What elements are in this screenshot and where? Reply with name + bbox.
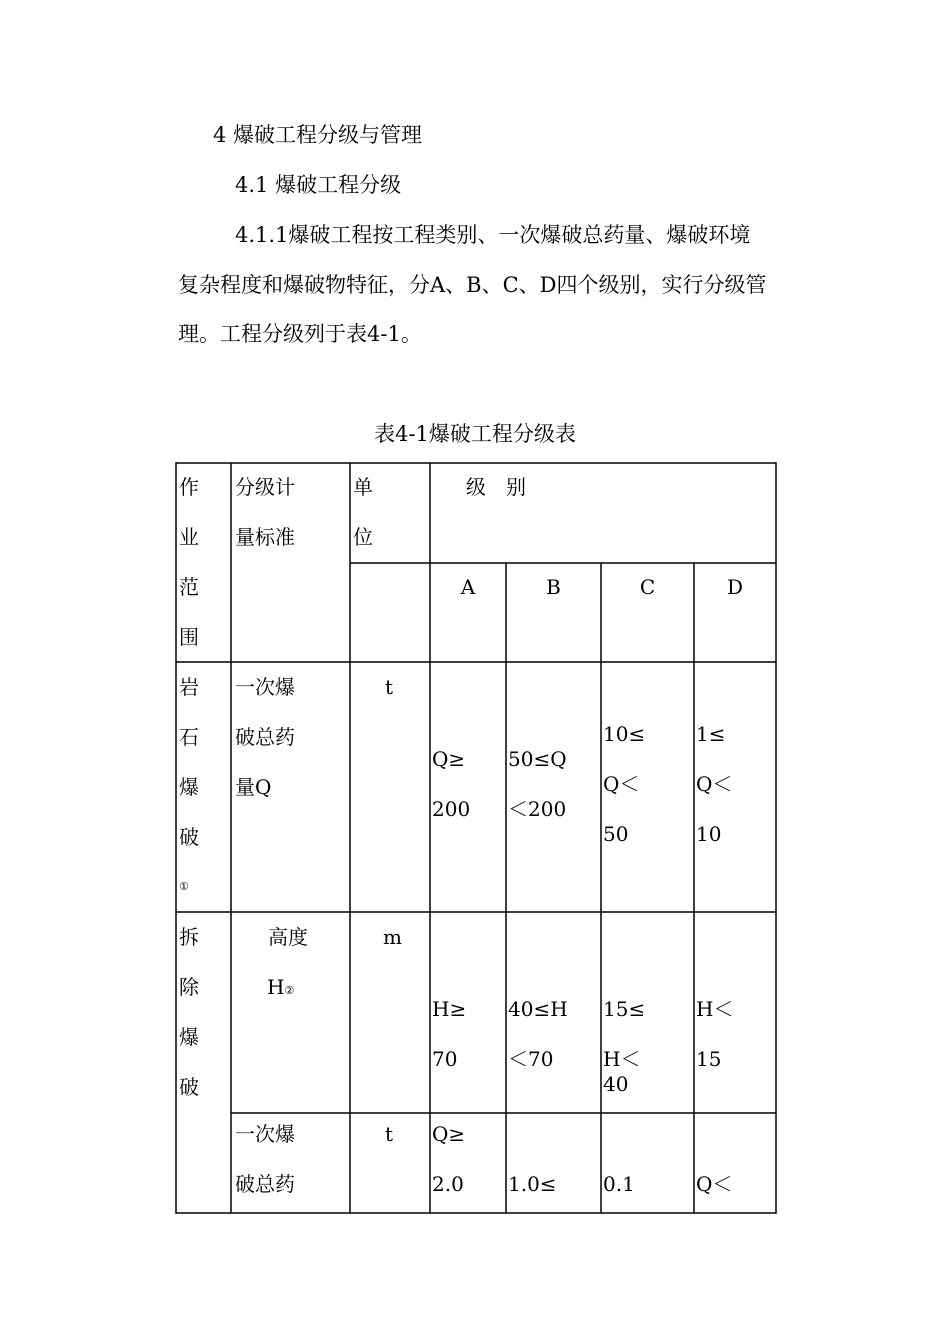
- header-unit-1: 单: [353, 475, 373, 499]
- row2-standard-h: H: [267, 975, 285, 999]
- header-scope-2: 业: [179, 525, 199, 549]
- row1-footnote-mark: ①: [179, 880, 189, 893]
- row1-standard-3: 量Q: [235, 775, 272, 799]
- row1-standard-2: 破总药: [235, 725, 295, 749]
- row1-c-3: 50: [603, 822, 629, 846]
- row1-scope-2: 石: [179, 725, 199, 749]
- row3-a-2: 2.0: [432, 1172, 464, 1196]
- row1-scope-1: 岩: [179, 675, 199, 699]
- section-heading: 4 爆破工程分级与管理: [213, 123, 423, 147]
- paragraph-line-1: 4.1.1爆破工程按工程类别、一次爆破总药量、爆破环境: [235, 223, 751, 247]
- row1-d-3: 10: [696, 822, 722, 846]
- row3-unit: t: [385, 1122, 394, 1146]
- row2-footnote-mark: ②: [284, 984, 295, 997]
- row2-d-1: H＜: [696, 997, 734, 1021]
- row2-a-1: H≥: [432, 997, 467, 1021]
- row2-scope-4: 破: [179, 1075, 199, 1099]
- row3-standard-1: 一次爆: [235, 1122, 295, 1146]
- header-level-c: C: [639, 575, 656, 599]
- row1-c-2: Q＜: [603, 772, 640, 796]
- row2-b-1: 40≤H: [508, 997, 568, 1021]
- paragraph-line-2: 复杂程度和爆破物特征，分A、B、C、D四个级别，实行分级管: [178, 273, 767, 297]
- row2-standard-1: 高度: [268, 925, 308, 949]
- row2-b-2: ＜70: [508, 1047, 554, 1071]
- row2-c-1: 15≤: [603, 997, 646, 1021]
- row1-d-1: 1≤: [696, 722, 726, 746]
- row2-d-2: 15: [696, 1047, 722, 1071]
- row3-b-1: 1.0≤: [508, 1172, 557, 1196]
- paragraph-line-3: 理。工程分级列于表4-1。: [178, 322, 422, 346]
- header-scope-4: 围: [179, 625, 199, 649]
- row2-scope-3: 爆: [179, 1025, 199, 1049]
- row3-c-1: 0.1: [603, 1172, 635, 1196]
- row1-scope-3: 爆: [179, 775, 199, 799]
- header-standard-1: 分级计: [235, 475, 295, 499]
- header-level-a: A: [460, 575, 476, 599]
- header-unit-2: 位: [353, 525, 373, 549]
- row2-standard-2: [267, 962, 294, 1016]
- row3-d-1: Q＜: [696, 1172, 733, 1196]
- header-level: 级 别: [466, 475, 526, 499]
- row1-c-1: 10≤: [603, 722, 646, 746]
- header-scope-3: 范: [179, 575, 199, 599]
- table-caption: 表4-1爆破工程分级表: [374, 422, 576, 446]
- classification-table: [175, 462, 777, 1214]
- row1-d-2: Q＜: [696, 772, 733, 796]
- row3-standard-2: 破总药: [235, 1172, 295, 1196]
- header-level-b: B: [546, 575, 561, 599]
- row2-c-2: H＜: [603, 1047, 641, 1071]
- row1-b-1: 50≤Q: [508, 747, 567, 771]
- row2-a-2: 70: [432, 1047, 458, 1071]
- row1-scope-4: 破: [179, 825, 199, 849]
- row1-a-1: Q≥: [432, 747, 466, 771]
- row2-unit: m: [383, 925, 402, 949]
- header-level-d: D: [726, 575, 744, 599]
- row1-unit: t: [385, 675, 394, 699]
- row3-a-1: Q≥: [432, 1122, 466, 1146]
- row1-a-2: 200: [432, 797, 471, 821]
- row1-standard-1: 一次爆: [235, 675, 295, 699]
- row2-scope-2: 除: [179, 975, 199, 999]
- row1-b-2: ＜200: [508, 797, 567, 821]
- header-scope-1: 作: [179, 475, 199, 499]
- subsection-heading: 4.1 爆破工程分级: [235, 173, 402, 197]
- row2-c-3: 40: [603, 1072, 629, 1096]
- header-standard-2: 量标准: [235, 525, 295, 549]
- row2-scope-1: 拆: [179, 925, 199, 949]
